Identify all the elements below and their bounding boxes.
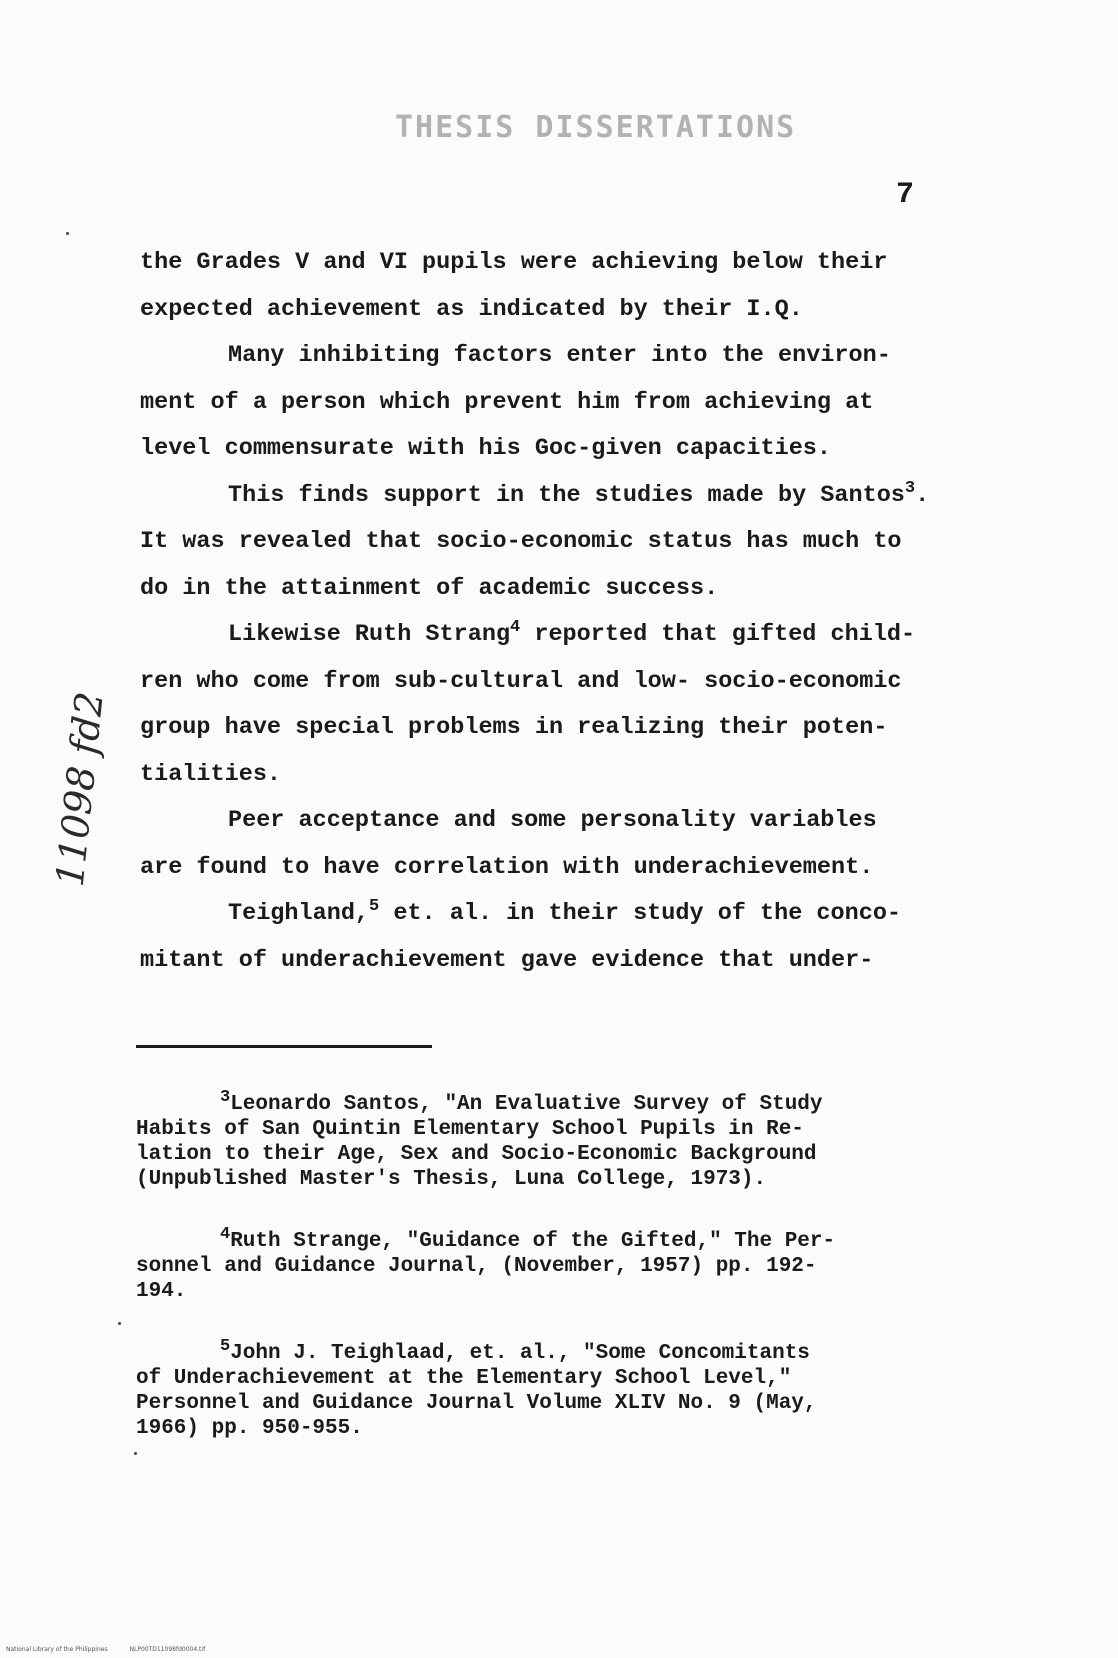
footnotes (136, 1088, 966, 1478)
body-line: do in the attainment of academic success. (140, 574, 719, 602)
footnote-line: (Unpublished Master's Thesis, Luna College, 1973). (136, 1168, 767, 1191)
body-line: are found to have correlation with underachievement. (140, 853, 874, 881)
page-number: 7 (896, 178, 915, 212)
thesis-stamp: THESIS DISSERTATIONS (395, 110, 797, 145)
body-line-tail: reported that gifted child- (520, 621, 916, 648)
scan-speck (66, 232, 69, 235)
footnote-divider (136, 1045, 432, 1048)
body-line: expected achievement as indicated by their I.Q. (140, 295, 803, 323)
footnote-line: Habits of San Quintin Elementary School Pupils in Re- (136, 1118, 804, 1141)
handwritten-margin-note: 11098 fd2 (47, 689, 112, 889)
footnote-line: of Underachievement at the Elementary School Level," (136, 1367, 792, 1390)
body-line: the Grades V and VI pupils were achieving below their (140, 249, 888, 276)
footnote-text: Leonardo Santos, "An Evaluative Survey of Study (230, 1093, 823, 1116)
scan-speck (118, 1322, 121, 1325)
scan-speck (134, 1452, 137, 1455)
scan-footer (0, 1646, 219, 1653)
body-line: ment of a person which prevent him from achieving at (140, 388, 874, 416)
citation-superscript-4: 4 (510, 618, 521, 638)
footnote-line: lation to their Age, Sex and Socio-Economic Background (136, 1143, 817, 1166)
footer-library: National Library of the Philippines (6, 1646, 108, 1653)
body-line: mitant of underachievement gave evidence that under- (140, 946, 874, 974)
body-line-text: This finds support in the studies made by Santos (228, 481, 905, 509)
citation-superscript-5: 5 (369, 897, 380, 917)
footnote-line (136, 1337, 966, 1366)
footnote-line (136, 1225, 966, 1254)
footnote-5 (136, 1337, 966, 1441)
footnote-4 (136, 1225, 966, 1304)
body-line-text: Likewise Ruth Strang (228, 621, 511, 648)
body-line: group have special problems in realizing their poten- (140, 714, 888, 741)
footer-file-id: NLP00TD11098fd0004.tif (129, 1646, 206, 1653)
body-line: It was revealed that socio-economic status has much to (140, 528, 902, 555)
body-line: level commensurate with his Goc-given capacities. (140, 435, 832, 462)
body-text (140, 240, 960, 984)
footnote-line: Personnel and Guidance Journal Volume XLIV No. 9 (May, (136, 1392, 817, 1415)
body-line-with-citation (140, 473, 960, 520)
footnote-marker: 4 (220, 1225, 231, 1244)
body-line: tialities. (140, 760, 282, 788)
body-line: Peer acceptance and some personality variables (228, 807, 877, 834)
footnote-marker: 5 (220, 1337, 231, 1356)
footnote-text: Ruth Strange, "Guidance of the Gifted," The Per- (230, 1230, 836, 1253)
footnote-line: sonnel and Guidance Journal, (November, 1957) pp. 192- (136, 1255, 817, 1278)
body-line-tail: et. al. in their study of the conco- (379, 900, 902, 927)
body-line-tail: . (915, 481, 930, 509)
footnote-line (136, 1088, 966, 1117)
body-line-with-citation (140, 891, 960, 938)
body-line: ren who come from sub-cultural and low- socio-economic (140, 667, 902, 695)
body-line-text: Teighland, (228, 900, 370, 927)
footnote-marker: 3 (220, 1088, 231, 1107)
citation-superscript-3: 3 (904, 478, 916, 498)
footnote-line: 194. (136, 1280, 187, 1303)
body-line: Many inhibiting factors enter into the environ- (228, 342, 891, 369)
footnote-text: John J. Teighlaad, et. al., "Some Concomitants (230, 1342, 810, 1365)
footnote-line: 1966) pp. 950-955. (136, 1417, 363, 1440)
footnote-3 (136, 1088, 966, 1192)
body-line-with-citation (140, 612, 960, 659)
